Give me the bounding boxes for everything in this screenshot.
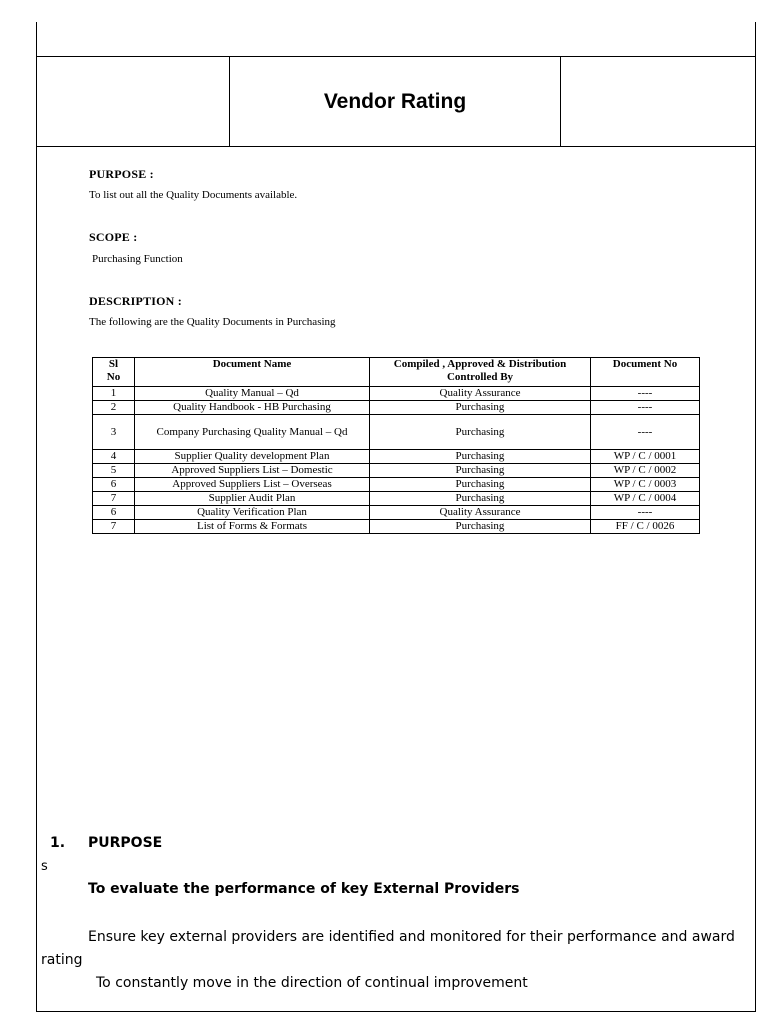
table-row [93,520,700,534]
page-title: Vendor Rating [323,89,467,113]
cell-document-name: List of Forms & Formats [135,520,370,534]
purpose-text: To list out all the Quality Documents available. [89,189,298,201]
cell-controlled-by: Purchasing [370,520,591,534]
stray-character: s [41,859,48,874]
col-header-compiled-line1: Compiled , Approved & Distribution [393,358,567,370]
cell-document-no: WP / C / 0002 [591,464,700,478]
section-subheading: To evaluate the performance of key External Providers [88,881,520,897]
table-row [93,450,700,464]
header-divider-right [560,56,561,147]
cell-document-name: Quality Verification Plan [135,506,370,520]
page-right-border [755,22,756,1012]
cell-document-no: ---- [591,401,700,415]
col-header-document-name: Document Name [135,358,370,387]
description-text: The following are the Quality Documents in Purchasing [89,316,336,328]
cell-document-name: Approved Suppliers List – Overseas [135,478,370,492]
cell-controlled-by: Purchasing [370,401,591,415]
cell-controlled-by: Purchasing [370,492,591,506]
scope-text: Purchasing Function [92,253,183,265]
table-row [93,492,700,506]
cell-controlled-by: Quality Assurance [370,387,591,401]
section-number: 1. [50,835,66,851]
purpose-heading: PURPOSE : [89,167,154,181]
cell-document-no: WP / C / 0003 [591,478,700,492]
section-paragraph-line2: rating [41,952,83,968]
page-bottom-border [36,1011,756,1012]
cell-document-name: Quality Manual – Qd [135,387,370,401]
col-header-compiled-line2: Controlled By [446,371,514,383]
table-header-row [93,358,700,387]
cell-sl: 5 [93,464,135,478]
page-left-border [36,22,37,1012]
table-row [93,387,700,401]
section-heading: PURPOSE [88,835,163,851]
documents-table [92,357,700,534]
col-header-document-no: Document No [591,358,700,387]
cell-document-no: ---- [591,387,700,401]
header-bottom-border [36,146,756,147]
col-header-sl-line2: No [106,371,121,383]
cell-document-no: WP / C / 0001 [591,450,700,464]
cell-sl: 6 [93,478,135,492]
cell-sl: 1 [93,387,135,401]
table-row [93,506,700,520]
cell-controlled-by: Purchasing [370,478,591,492]
table-row [93,401,700,415]
cell-controlled-by: Purchasing [370,415,591,450]
cell-sl: 3 [93,415,135,450]
cell-document-name: Quality Handbook - HB Purchasing [135,401,370,415]
cell-document-no: FF / C / 0026 [591,520,700,534]
cell-document-name: Supplier Quality development Plan [135,450,370,464]
col-header-compiled-by [370,358,591,387]
cell-controlled-by: Purchasing [370,464,591,478]
cell-sl: 4 [93,450,135,464]
section-paragraph-2: To constantly move in the direction of continual improvement [96,975,528,991]
cell-controlled-by: Purchasing [370,450,591,464]
col-header-sl [93,358,135,387]
description-heading: DESCRIPTION : [89,294,182,308]
table-row [93,415,700,450]
cell-document-no: WP / C / 0004 [591,492,700,506]
cell-controlled-by: Quality Assurance [370,506,591,520]
cell-document-no: ---- [591,506,700,520]
cell-sl: 6 [93,506,135,520]
cell-document-name: Company Purchasing Quality Manual – Qd [135,415,370,450]
cell-document-no: ---- [591,415,700,450]
cell-document-name: Approved Suppliers List – Domestic [135,464,370,478]
cell-sl: 2 [93,401,135,415]
table-row [93,464,700,478]
col-header-sl-line1: Sl [108,358,119,370]
scope-heading: SCOPE : [89,230,138,244]
cell-sl: 7 [93,492,135,506]
cell-document-name: Supplier Audit Plan [135,492,370,506]
section-paragraph-line1: Ensure key external providers are identified and monitored for their performance and award [88,929,735,945]
cell-sl: 7 [93,520,135,534]
table-row [93,478,700,492]
